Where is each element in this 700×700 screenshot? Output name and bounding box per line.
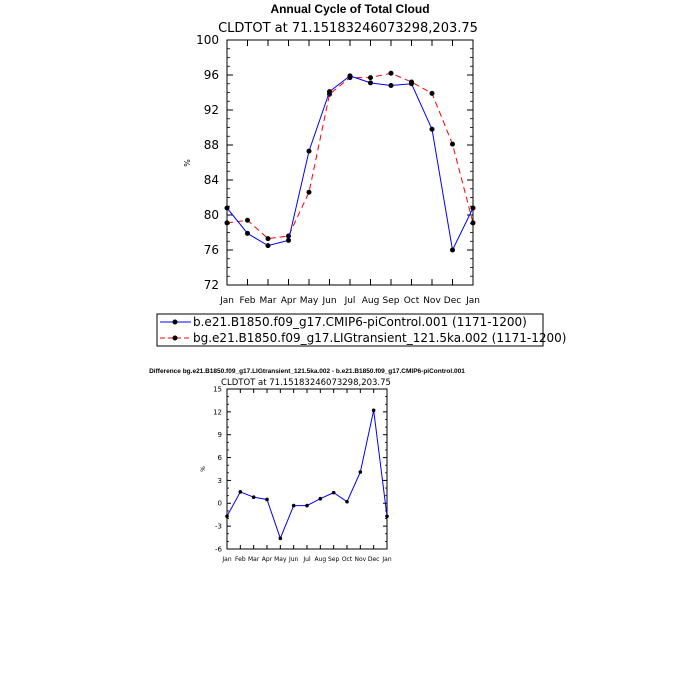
data-point xyxy=(471,206,476,211)
data-point xyxy=(389,83,394,88)
difference-chart-subtitle: CLDTOT at 71.15183246073298,203.75 xyxy=(221,378,391,388)
x-tick-label: Jun xyxy=(322,296,337,306)
x-tick-label: Oct xyxy=(341,556,353,563)
data-point xyxy=(239,490,243,494)
x-tick-label: Feb xyxy=(239,296,256,306)
difference-plot-frame xyxy=(227,389,387,549)
data-point xyxy=(292,504,296,508)
x-tick-label: Oct xyxy=(403,296,420,306)
x-tick-label: Aug xyxy=(314,556,327,563)
data-point xyxy=(368,75,373,80)
data-point xyxy=(372,409,376,413)
y-tick-label: 100 xyxy=(196,33,219,48)
x-tick-label: Jan xyxy=(220,296,234,306)
y-tick-label: 84 xyxy=(203,173,219,188)
y-tick-label: 9 xyxy=(217,431,222,440)
x-tick-label: Jul xyxy=(303,556,311,563)
x-tick-label: Dec xyxy=(443,296,462,306)
y-tick-label: 96 xyxy=(203,68,219,83)
x-tick-label: Sep xyxy=(328,556,340,563)
data-point xyxy=(265,498,269,502)
legend-label-series-2: bg.e21.B1850.f09_g17.LIGtransient_121.5ka.002 (1171-1200) xyxy=(193,331,567,345)
chart-title: Annual Cycle of Total Cloud xyxy=(270,2,430,16)
x-tick-label: Jun xyxy=(288,556,299,563)
data-point xyxy=(307,149,312,154)
y-tick-label: 72 xyxy=(203,278,219,293)
y-tick-label: -6 xyxy=(215,545,222,554)
y-tick-label: 15 xyxy=(213,385,222,394)
y-tick-label: 92 xyxy=(203,103,219,118)
data-point xyxy=(327,89,332,94)
data-point xyxy=(359,470,363,474)
legend xyxy=(157,314,566,346)
difference-chart xyxy=(149,368,465,563)
y-tick-label: 3 xyxy=(217,476,222,485)
x-tick-label: May xyxy=(274,556,287,563)
data-point xyxy=(389,71,394,76)
x-tick-label: Feb xyxy=(235,556,246,563)
y-axis-label: % xyxy=(183,159,192,167)
difference-chart-title: Difference bg.e21.B1850.f09_g17.LIGtransient_121.5ka.002 - b.e21.B1850.f09_g17.CMIP6-piControl.001 xyxy=(149,368,465,375)
data-point xyxy=(307,190,312,195)
data-point xyxy=(286,238,291,243)
x-tick-label: Sep xyxy=(382,296,400,306)
data-point xyxy=(471,220,476,225)
y-tick-label: 12 xyxy=(213,408,222,417)
data-point xyxy=(319,497,323,501)
data-point xyxy=(450,248,455,253)
data-point xyxy=(279,537,283,541)
chart-subtitle: CLDTOT at 71.15183246073298,203.75 xyxy=(218,21,478,36)
y-tick-label: 6 xyxy=(217,454,222,463)
data-point xyxy=(245,218,250,223)
x-tick-label: Mar xyxy=(248,556,260,563)
data-point xyxy=(225,220,230,225)
data-point xyxy=(252,495,256,499)
series-line-1 xyxy=(227,410,387,538)
difference-y-axis-label: % xyxy=(200,466,207,472)
y-tick-label: 80 xyxy=(203,208,219,223)
data-point xyxy=(225,206,230,211)
x-tick-label: Jul xyxy=(344,296,356,306)
data-point xyxy=(305,504,309,508)
y-tick-label: 88 xyxy=(203,138,219,153)
data-point xyxy=(430,127,435,132)
data-point xyxy=(245,231,250,236)
legend-marker-series-1 xyxy=(173,320,178,325)
x-tick-label: Jan xyxy=(222,556,232,563)
x-tick-label: Apr xyxy=(280,296,297,306)
x-tick-label: Nov xyxy=(423,296,441,306)
data-point xyxy=(348,73,353,78)
data-point xyxy=(345,500,349,504)
x-tick-label: Jan xyxy=(466,296,480,306)
x-tick-label: Apr xyxy=(261,556,273,563)
data-point xyxy=(266,243,271,248)
x-tick-label: Dec xyxy=(367,556,380,563)
data-point xyxy=(409,81,414,86)
data-point xyxy=(450,142,455,147)
x-tick-label: Mar xyxy=(259,296,277,306)
x-tick-label: Jan xyxy=(382,556,392,563)
legend-label-series-1: b.e21.B1850.f09_g17.CMIP6-piControl.001 (1171-1200) xyxy=(193,315,527,329)
y-tick-label: 76 xyxy=(203,243,219,258)
data-point xyxy=(266,236,271,241)
annual-cycle-chart xyxy=(157,2,566,346)
x-tick-label: Aug xyxy=(361,296,380,306)
data-point xyxy=(385,514,389,518)
series-line-1 xyxy=(227,76,473,250)
legend-marker-series-2 xyxy=(173,336,178,341)
y-tick-label: -3 xyxy=(215,522,222,531)
data-point xyxy=(332,491,336,495)
y-tick-label: 0 xyxy=(217,499,222,508)
data-point xyxy=(225,514,229,518)
x-tick-label: Nov xyxy=(354,556,367,563)
data-point xyxy=(430,91,435,96)
data-point xyxy=(368,80,373,85)
x-tick-label: May xyxy=(299,296,319,306)
